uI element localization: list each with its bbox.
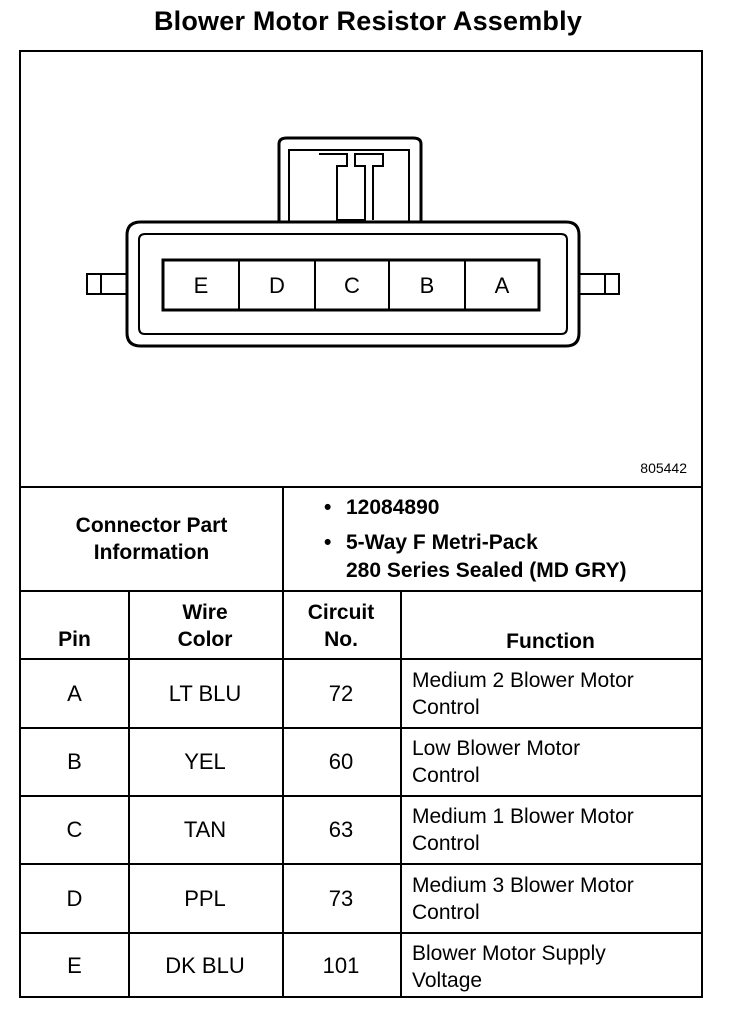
right-ear bbox=[579, 274, 619, 294]
connector-info-item: • 12084890 bbox=[324, 496, 440, 519]
cell-wire-color: LT BLU bbox=[168, 680, 242, 706]
cell-function: Medium 1 Blower Motor Control bbox=[412, 805, 634, 855]
cell-wire-color: YEL bbox=[184, 749, 226, 774]
cell-wire-color: TAN bbox=[183, 817, 227, 842]
cell-circuit: 60 bbox=[328, 749, 354, 774]
header-circuit-no: Circuit No. bbox=[307, 601, 375, 651]
cell-wire-color: PPL bbox=[184, 885, 226, 911]
figure-reference-number: 805442 bbox=[640, 460, 687, 476]
cell-function: Low Blower Motor Control bbox=[412, 737, 581, 787]
cell-circuit: 63 bbox=[328, 817, 354, 842]
cell-circuit: 101 bbox=[322, 953, 360, 978]
header-pin: Pin bbox=[58, 628, 91, 651]
document-frame bbox=[19, 50, 703, 998]
connector-drawing bbox=[21, 52, 701, 486]
latch-housing-inner bbox=[289, 150, 409, 222]
cell-circuit: 73 bbox=[328, 885, 354, 911]
cell-wire-color: DK BLU bbox=[165, 953, 245, 978]
cell-circuit: 72 bbox=[328, 680, 354, 706]
header-wire-color: Wire Color bbox=[177, 601, 233, 651]
connector-info-item-continued: 280 Series Sealed (MD GRY) bbox=[346, 559, 627, 582]
divider-diagram bbox=[21, 486, 701, 488]
connector-diagram bbox=[21, 52, 701, 486]
connector-info-label: Connector Part Information bbox=[75, 514, 228, 564]
cell-function: Blower Motor Supply Voltage bbox=[412, 942, 606, 992]
connector-info-item: • 5-Way F Metri-Pack bbox=[324, 531, 538, 554]
pin-label-d: D bbox=[269, 273, 285, 298]
pin-label-a: A bbox=[494, 273, 510, 298]
left-ear bbox=[87, 274, 127, 294]
cell-function: Medium 3 Blower Motor Control bbox=[412, 874, 634, 924]
divider-info-vertical bbox=[282, 486, 284, 590]
header-function: Function bbox=[506, 630, 595, 653]
cell-pin: C bbox=[66, 817, 83, 842]
cell-pin: B bbox=[67, 749, 82, 774]
pin-label-b: B bbox=[419, 273, 435, 298]
pin-label-c: C bbox=[344, 273, 360, 298]
connector-info-details bbox=[324, 494, 704, 585]
divider-info bbox=[21, 590, 701, 592]
latch-tab bbox=[319, 154, 383, 220]
page-title: Blower Motor Resistor Assembly bbox=[153, 6, 583, 36]
cell-function: Medium 2 Blower Motor Control bbox=[412, 669, 634, 719]
cell-pin: D bbox=[66, 885, 83, 911]
cell-pin: E bbox=[67, 953, 82, 978]
pin-label-e: E bbox=[193, 273, 209, 298]
cell-pin: A bbox=[67, 680, 82, 706]
